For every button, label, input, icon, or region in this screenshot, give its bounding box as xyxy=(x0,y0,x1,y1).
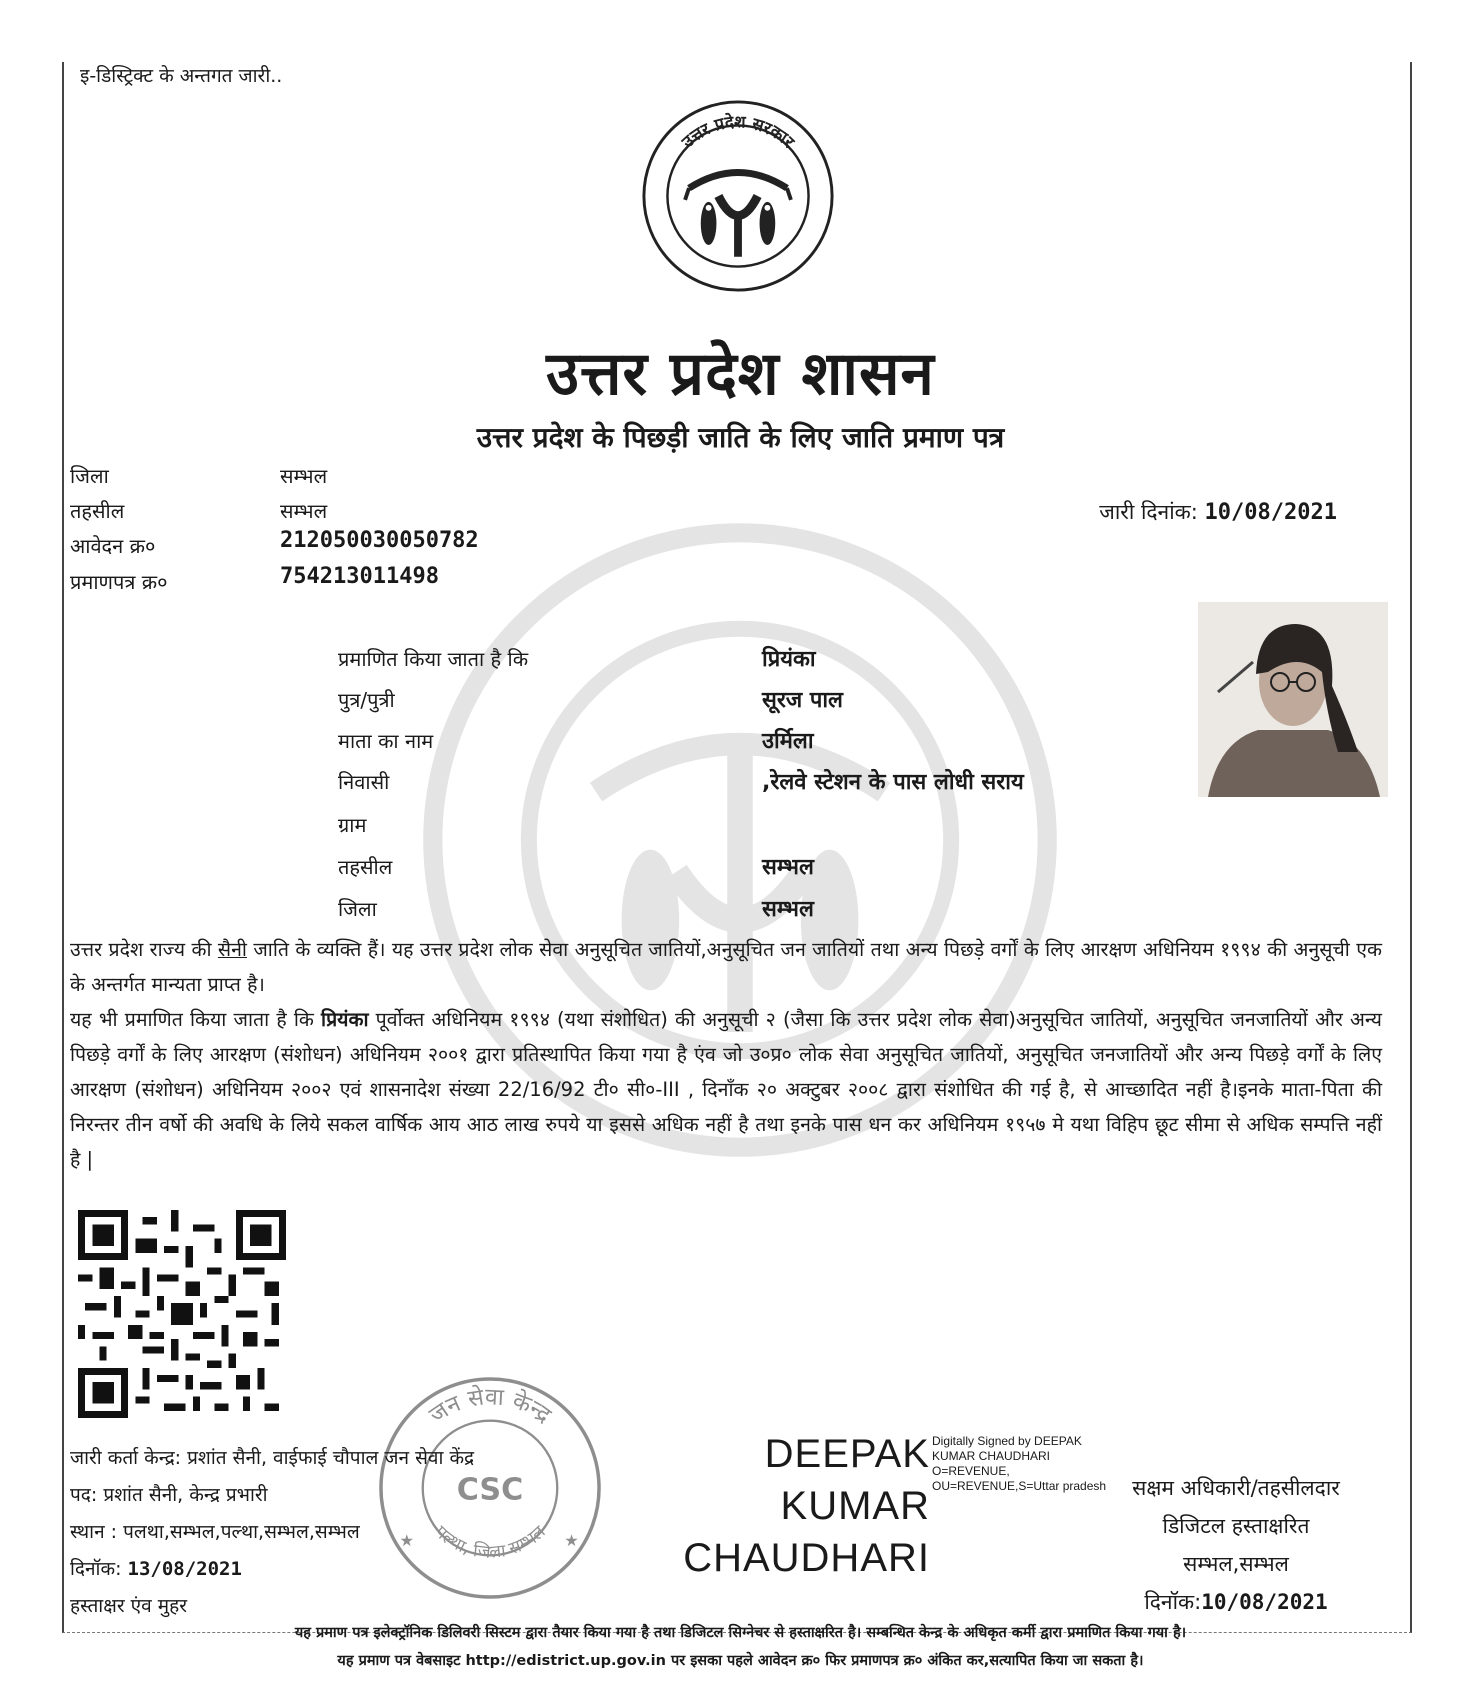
district-label: जिला xyxy=(70,464,109,488)
resident-address: ,रेलवे स्टेशन के पास लोधी सराय xyxy=(762,770,1024,795)
issued-under-note: इ-डिस्ट्रिक्ट के अन्तगत जारी.. xyxy=(80,65,283,87)
certificate-no-label: प्रमाणपत्र क्र० xyxy=(70,570,168,594)
issue-date xyxy=(1099,498,1337,526)
signer-name-line1: DEEPAK xyxy=(764,1432,930,1476)
signer-name-line3: CHAUDHARI xyxy=(683,1536,930,1580)
district-value: सम्भल xyxy=(280,464,328,488)
application-no-value: 212050030050782 xyxy=(280,528,479,553)
village-label: ग्राम xyxy=(338,813,367,837)
document-subtitle: उत्तर प्रदेश के पिछड़ी जाति के लिए जाति प्रमाण पत्र xyxy=(476,421,1005,454)
resident-label: निवासी xyxy=(338,770,390,794)
tehsil-label: तहसील xyxy=(70,499,125,523)
issue-date-label: जारी दिनांक: xyxy=(1099,500,1198,524)
svg-text:जन सेवा केन्द्र: जन सेवा केन्द्र xyxy=(424,1383,557,1429)
issue-date-value: 10/08/2021 xyxy=(1204,500,1337,525)
applicant-photo xyxy=(1198,602,1388,797)
digitally-signed-label: डिजिटल हस्ताक्षरित xyxy=(1162,1514,1310,1538)
qr-code xyxy=(78,1210,286,1418)
officer-date: दिनॉक:10/08/2021 xyxy=(1144,1590,1328,1614)
cert-tehsil-label: तहसील xyxy=(338,855,393,879)
issuer-post: पद: प्रशांत सैनी, केन्द्र प्रभारी xyxy=(70,1484,268,1506)
svg-text:उत्तर प्रदेश सरकार: उत्तर प्रदेश सरकार xyxy=(678,112,798,152)
applicant-name: प्रियंका xyxy=(762,647,816,672)
competent-authority-title: सक्षम अधिकारी/तहसीलदार xyxy=(1132,1476,1340,1500)
issuing-center: जारी कर्ता केन्द्र: प्रशांत सैनी, वाईफाई चौपाल जन सेवा केंद्र xyxy=(70,1447,475,1469)
signature-and-seal-label: हस्ताक्षर एंव मुहर xyxy=(70,1595,187,1617)
certified-that-label: प्रमाणित किया जाता है कि xyxy=(338,647,529,671)
father-name: सूरज पाल xyxy=(762,688,843,713)
caste-name: सैनी xyxy=(217,938,247,961)
cert-tehsil-value: सम्भल xyxy=(762,855,814,880)
issuer-place: स्थान : पलथा,सम्भल,पल्था,सम्भल,सम्भल xyxy=(70,1521,360,1543)
signer-name-line2: KUMAR xyxy=(780,1484,930,1528)
digital-signature-details: Digitally Signed by DEEPAK KUMAR CHAUDHARI O=REVENUE, OU=REVENUE,S=Uttar pradesh xyxy=(932,1434,1107,1493)
mother-name-label: माता का नाम xyxy=(338,729,434,753)
certificate-no-value: 754213011498 xyxy=(280,564,439,589)
application-no-label: आवेदन क्र० xyxy=(70,534,156,558)
certificate-body-text: उत्तर प्रदेश राज्य की सैनी जाति के व्यक्ति हैं। यह उत्तर प्रदेश लोक सेवा अनुसूचित जातियों,अनुसूचित जन जातियों तथा अन्य पिछड़े वर्गों के लिए आरक्षण अधिनियम १९९४ की अनुसूची एक के अन्तर्गत मान्यता प्राप्त है। यह भी प्रमाणित किया जाता है कि प्रियंका पूर्वोक्त अधिनियम १९९४ (यथा संशोधित) की अनुसूची २ (जैसा कि उत्तर प्रदेश लोक सेवा)अनुसूचित जातियों, अनुसूचित जनजातियों और अन्य पिछड़े वर्गों के लिए आरक्षण (संशोधन) अधिनियम २००१ द्वारा प्रतिस्थापित किया गया है एंव जो उ०प्र० लोक सेवा अनुसूचित जातियों, अनुसूचित जनजातियों और अन्य पिछड़े वर्गों के लिए आरक्षण (संशोधन) अधिनियम २००२ एवं शासनादेश संख्या 22/16/92 टी० सी०-III , दिनाँक २० अक्टुबर २००८ द्वारा संशोधित की गई है, से आच्छादित नहीं है।इनके माता-पिता की निरन्तर तीन वर्षो की अवधि के लिये सकल वार्षिक आय आठ लाख रुपये या इससे अधिक नहीं है तथा इनके पास धन कर अधिनियम १९५७ मे यथा विहिप छूट सीमा से अधिक सम्पत्ति नहीं है | xyxy=(70,938,1382,1171)
svg-text:पल्था, जिला सम्भल: पल्था, जिला सम्भल xyxy=(430,1522,550,1563)
cert-district-label: जिला xyxy=(338,897,377,921)
applicant-name-inline: प्रियंका xyxy=(321,1008,369,1031)
footer-electronic-note: यह प्रमाण पत्र इलेक्ट्रॉनिक डिलिवरी सिस्टम द्वारा तैयार किया गया है तथा डिजिटल सिग्नेचर से हस्ताक्षरित है। सम्बन्धित केन्द्र के अधिकृत कर्मी द्वारा प्रमाणित किया गया है। xyxy=(294,1625,1187,1641)
tehsil-value: सम्भल xyxy=(280,499,328,523)
svg-text:★: ★ xyxy=(399,1531,415,1550)
svg-text:★: ★ xyxy=(564,1531,579,1550)
mother-name: उर्मिला xyxy=(762,729,814,754)
up-government-emblem-icon xyxy=(640,98,836,294)
cert-district-value: सम्भल xyxy=(762,897,814,922)
officer-place: सम्भल,सम्भल xyxy=(1183,1552,1289,1576)
son-daughter-of-label: पुत्र/पुत्री xyxy=(338,688,395,712)
svg-text:CSC: CSC xyxy=(456,1472,524,1508)
csc-seal-stamp xyxy=(374,1372,606,1604)
footer-verification-note: यह प्रमाण पत्र वेबसाइट http://edistrict.up.gov.in पर इसका पहले आवेदन क्र० फिर प्रमाणपत्र क्र० अंकित कर,सत्यापित किया जा सकता है। xyxy=(337,1653,1144,1669)
issuer-date: दिनॉक: 13/08/2021 xyxy=(70,1558,242,1580)
document-title: उत्तर प्रदेश शासन xyxy=(546,339,935,409)
